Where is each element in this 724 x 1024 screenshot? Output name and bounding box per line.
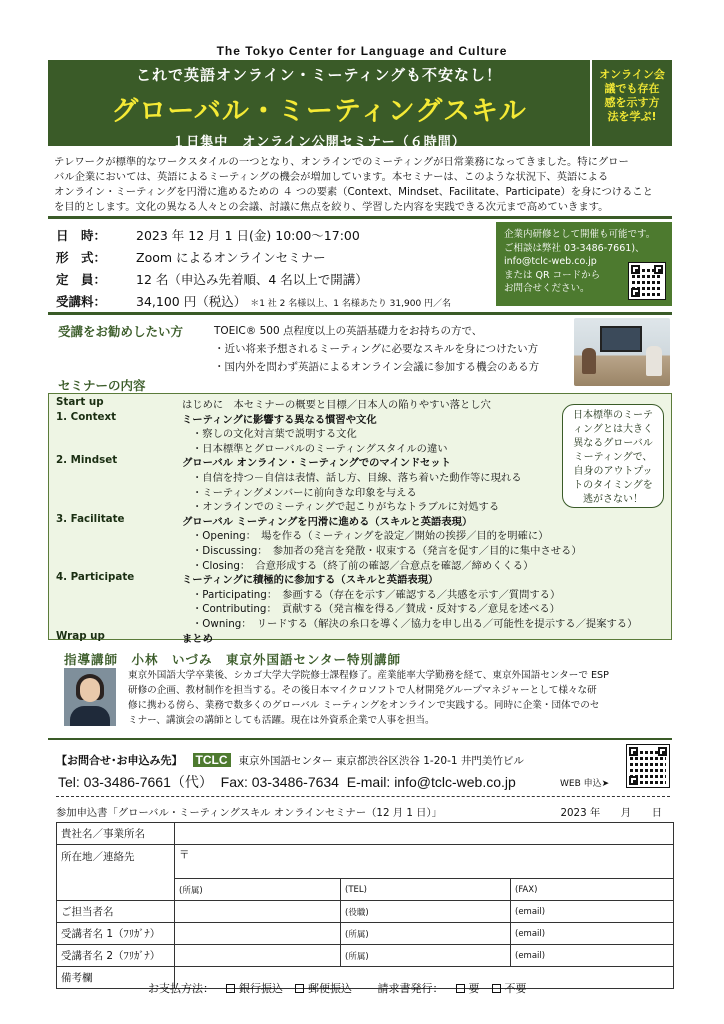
invoice-yes-label: 要 [468, 982, 480, 995]
form-row-address [57, 845, 674, 879]
corporate-line[interactable]: info@tclc-web.co.jp [504, 256, 597, 267]
company-label: 貴社名／事業所名 [57, 823, 175, 845]
contact-header [56, 752, 524, 768]
tclc-logo: TCLC [193, 753, 231, 767]
side-note-line: 感を示す方 [604, 96, 660, 109]
contact-details [58, 772, 516, 792]
invoice-no-label: 不要 [504, 982, 527, 995]
content-row-text: ・察しの文化対言葉で説明する文化 [192, 428, 357, 441]
bio-line: 修に携わる傍ら、業務で数多くのグローバル ミーティングをオンラインで実践する。同時に企業・団体でのセ [128, 700, 600, 711]
form-row-person [57, 901, 674, 923]
contact-address: 東京外国語センター 東京都渋谷区渋谷 1-20-1 井門美竹ビル [238, 755, 524, 767]
content-row-text: はじめに 本セミナーの概要と目標／日本人の陥りやすい落とし穴 [182, 399, 491, 411]
callout-line: ィングとは大きく [573, 424, 653, 435]
attendee1-email-field[interactable]: (email) [511, 923, 674, 945]
format-value: Zoom によるオンラインセミナー [136, 250, 326, 265]
postal-option-label: 郵便振込 [308, 982, 352, 995]
form-date: 2023 年 月 日 [560, 807, 662, 819]
dept-field[interactable]: (所属) [175, 879, 341, 901]
content-row-text: ・ミーティングメンバーに前向きな印象を与える [192, 486, 417, 499]
corporate-line: または QR コードから [504, 269, 601, 281]
recommend-list [214, 322, 539, 376]
attendee2-label: 受講者名 2（ﾌﾘｶﾞﾅ） [57, 945, 175, 967]
content-row-text: まとめ [182, 632, 213, 645]
content-row-text: ・Participating： 参画する（存在を示す／確認する／共感を示す／質問する） [192, 588, 561, 601]
content-row-label: 4. Participate [56, 571, 135, 584]
fee-label: 受講料： [56, 294, 107, 309]
payment-options [148, 980, 527, 996]
recommend-heading: 受講をお勧めしたい方 [58, 324, 184, 339]
callout-line: 異なるグローバル [573, 438, 653, 449]
content-row-text: ・Discussing： 参加者の発言を発散・収束する（発言を促す／目的に集中させる） [192, 545, 582, 557]
recommend-item: ・近い将来予想されるミーティングに必要なスキルを身につけたい方 [214, 343, 539, 355]
intro-line: を目的とします。文化の異なる人々との会議、討議に焦点を絞り、学習した内容を実践できる次元まで高めていきます。 [54, 201, 609, 213]
person-email-field[interactable]: (email) [511, 901, 674, 923]
company-field[interactable] [175, 823, 674, 845]
attendee2-dept-field[interactable]: (所属) [341, 945, 511, 967]
bio-line: ミナー、講演会の講師としても活躍。現在は外資系企業で人事を担当。 [128, 715, 435, 726]
bio-line: 東京外国語大学卒業後、シカゴ大学大学院修士課程修了。産業能率大学勤務を経て、東京外国語センターで ESP [128, 670, 609, 681]
side-note-line: オンライン会 [599, 68, 665, 81]
callout-bubble [562, 404, 664, 508]
contact-tel[interactable]: Tel: 03-3486-7661（代） [58, 774, 213, 790]
recommend-item: ・国内外を問わず英語によるオンライン会議に参加する機会のある方 [214, 361, 540, 373]
instructor-photo [64, 668, 116, 726]
tel-field[interactable]: (TEL) [341, 879, 511, 901]
intro-line: オンライン・ミーティングを円滑に進めるための ４ つの要素（Context、Mindset、Facilitate、Participate）を身につけること [54, 186, 653, 198]
content-heading: セミナーの内容 [58, 378, 146, 393]
contact-email[interactable]: E-mail: info@tclc-web.co.jp [346, 774, 516, 790]
form-row-attendee2 [57, 945, 674, 967]
form-row-attendee1 [57, 923, 674, 945]
person-label: ご担当者名 [57, 901, 175, 923]
contact-fax: Fax: 03-3486-7634 [220, 774, 339, 790]
format-label: 形 式： [56, 250, 107, 265]
title-banner [48, 60, 590, 150]
organization-name: The Tokyo Center for Language and Culture [216, 44, 508, 58]
fee-value: 34,100 円（税込） [136, 294, 247, 309]
corporate-line: ご相談は弊社 03-3486-7661)、 [504, 242, 645, 254]
corporate-line: 企業内研修として開催も可能です。 [504, 229, 656, 240]
callout-line: 自身のアウトプッ [573, 466, 653, 477]
info-fee [56, 292, 451, 310]
attendee1-dept-field[interactable]: (所属) [341, 923, 511, 945]
bio-line: 研修の企画、教材制作を担当する。その後日本マイクロソフトで人材開発グループマネジャーとして様々な研 [128, 685, 597, 696]
invoice-no-checkbox[interactable] [492, 984, 501, 993]
intro-paragraph [54, 155, 666, 215]
content-row-label: 3. Facilitate [56, 512, 125, 525]
date-value: 2023 年 12 月 1 日(金) 10:00～17:00 [136, 228, 360, 243]
notes-label: 備考欄 [57, 967, 175, 989]
instructor-bio [128, 668, 666, 728]
person-name-field[interactable] [175, 901, 341, 923]
address-field[interactable]: 〒 [175, 845, 674, 879]
side-note-line: 議でも存在 [604, 82, 660, 95]
bank-checkbox[interactable] [226, 984, 235, 993]
banner-tagline: １日集中 オンライン公開セミナー（６時間） [172, 135, 466, 150]
form-row-company [57, 823, 674, 845]
application-form [56, 822, 674, 989]
content-row-text: ・オンラインでのミーティングで起こりがちなトラブルに対処する [192, 501, 500, 514]
divider [48, 216, 672, 219]
content-row-label: Wrap up [56, 629, 105, 642]
content-row-text: ミーティングに積極的に参加する（スキルと英語表現） [182, 574, 439, 587]
invoice-yes-checkbox[interactable] [456, 984, 465, 993]
form-title-row [56, 804, 670, 819]
capacity-value: 12 名（申込み先着順、4 名以上で開講） [136, 272, 368, 287]
intro-line: バル企業においては、英語によるミーティングの機会が増加しています。本セミナーは、このような状況下、英語による [54, 171, 609, 183]
capacity-label: 定 員： [56, 272, 107, 287]
page-title: グローバル・ミーティングスキル [111, 96, 527, 127]
content-row-text: ・Contributing： 貢献する（発言権を得る／賛成・反対する／意見を述べる） [192, 603, 560, 616]
callout-line: トのタイミングを [573, 480, 653, 491]
intro-line: テレワークが標準的なワークスタイルの一つとなり、オンラインでのミーティングが日常業務になってきました。特にグロー [54, 156, 629, 168]
cut-line [56, 796, 670, 797]
divider [48, 312, 672, 315]
content-row-text: ・自信を持つ－自信は表情、話し方、目線、落ち着いた動作等に現れる [192, 472, 522, 484]
date-label: 日 時： [56, 228, 107, 243]
contact-label: 【お問合せ･お申込み先】 [56, 754, 183, 767]
callout-line: ミーティングで、 [573, 452, 653, 463]
fee-note: ＊1 社 2 名様以上、1 名様あたり 31,900 円／名 [250, 299, 452, 309]
meeting-photo [574, 318, 670, 386]
web-apply-label[interactable]: WEB 申込➤ [560, 779, 610, 789]
content-row-text: ・Owning： リードする（解決の糸口を導く／協力を申し出る／可能性を提示する／提案する） [192, 618, 638, 630]
info-format [56, 248, 326, 266]
content-row-text: グローバル オンライン・ミーティングでのマインドセット [182, 457, 451, 470]
banner-subtitle: これで英語オンライン・ミーティングも不安なし！ [135, 66, 503, 84]
invoice-label: 請求書発行： [377, 982, 444, 995]
fax-field[interactable]: (FAX) [511, 879, 674, 901]
content-row-text: グローバル ミーティングを円滑に進める（スキルと英語表現） [182, 515, 473, 528]
bank-option-label: 銀行振込 [239, 982, 283, 995]
content-row-text: ・Opening： 場を作る（ミーティングを設定／開始の挨拶／目的を明確に） [192, 530, 549, 543]
payment-label: お支払方法： [148, 982, 214, 995]
content-row-text: ミーティングに影響する異なる慣習や文化 [182, 413, 377, 426]
callout-line: 日本標準のミーテ [573, 410, 653, 421]
postal-checkbox[interactable] [295, 984, 304, 993]
corporate-line: お問合せください。 [504, 283, 590, 294]
attendee2-name-field[interactable] [175, 945, 341, 967]
address-label: 所在地／連絡先 [57, 845, 175, 901]
side-note-line: 法を学ぶ! [607, 110, 657, 123]
attendee2-email-field[interactable]: (email) [511, 945, 674, 967]
content-row-text: ・日本標準とグローバルのミーティングスタイルの違い [192, 442, 448, 455]
content-row-label: Start up [56, 396, 104, 408]
info-capacity [56, 270, 368, 288]
side-note-box [592, 60, 672, 146]
content-row-label: 2. Mindset [56, 454, 118, 467]
instructor-heading: 指導講師 小林 いづみ 東京外国語センター特別講師 [64, 652, 402, 667]
content-row-text: ・Closing： 合意形成する（終了前の確認／合意点を確認／締めくくる） [192, 559, 534, 572]
divider [48, 738, 672, 740]
attendee1-label: 受講者名 1（ﾌﾘｶﾞﾅ） [57, 923, 175, 945]
recommend-item: TOEIC® 500 点程度以上の英語基礎力をお持ちの方で、 [214, 325, 483, 337]
content-row-label: 1. Context [56, 410, 117, 423]
info-date [56, 226, 360, 244]
qr-code-icon[interactable] [628, 262, 666, 300]
callout-line: 逃がさない！ [583, 494, 643, 505]
form-title: 参加申込書「グローバル・ミーティングスキル オンラインセミナー（12 月 1 日）」 [56, 807, 442, 819]
position-field[interactable]: (役職) [341, 901, 511, 923]
attendee1-name-field[interactable] [175, 923, 341, 945]
web-qr-code-icon[interactable] [626, 744, 670, 788]
